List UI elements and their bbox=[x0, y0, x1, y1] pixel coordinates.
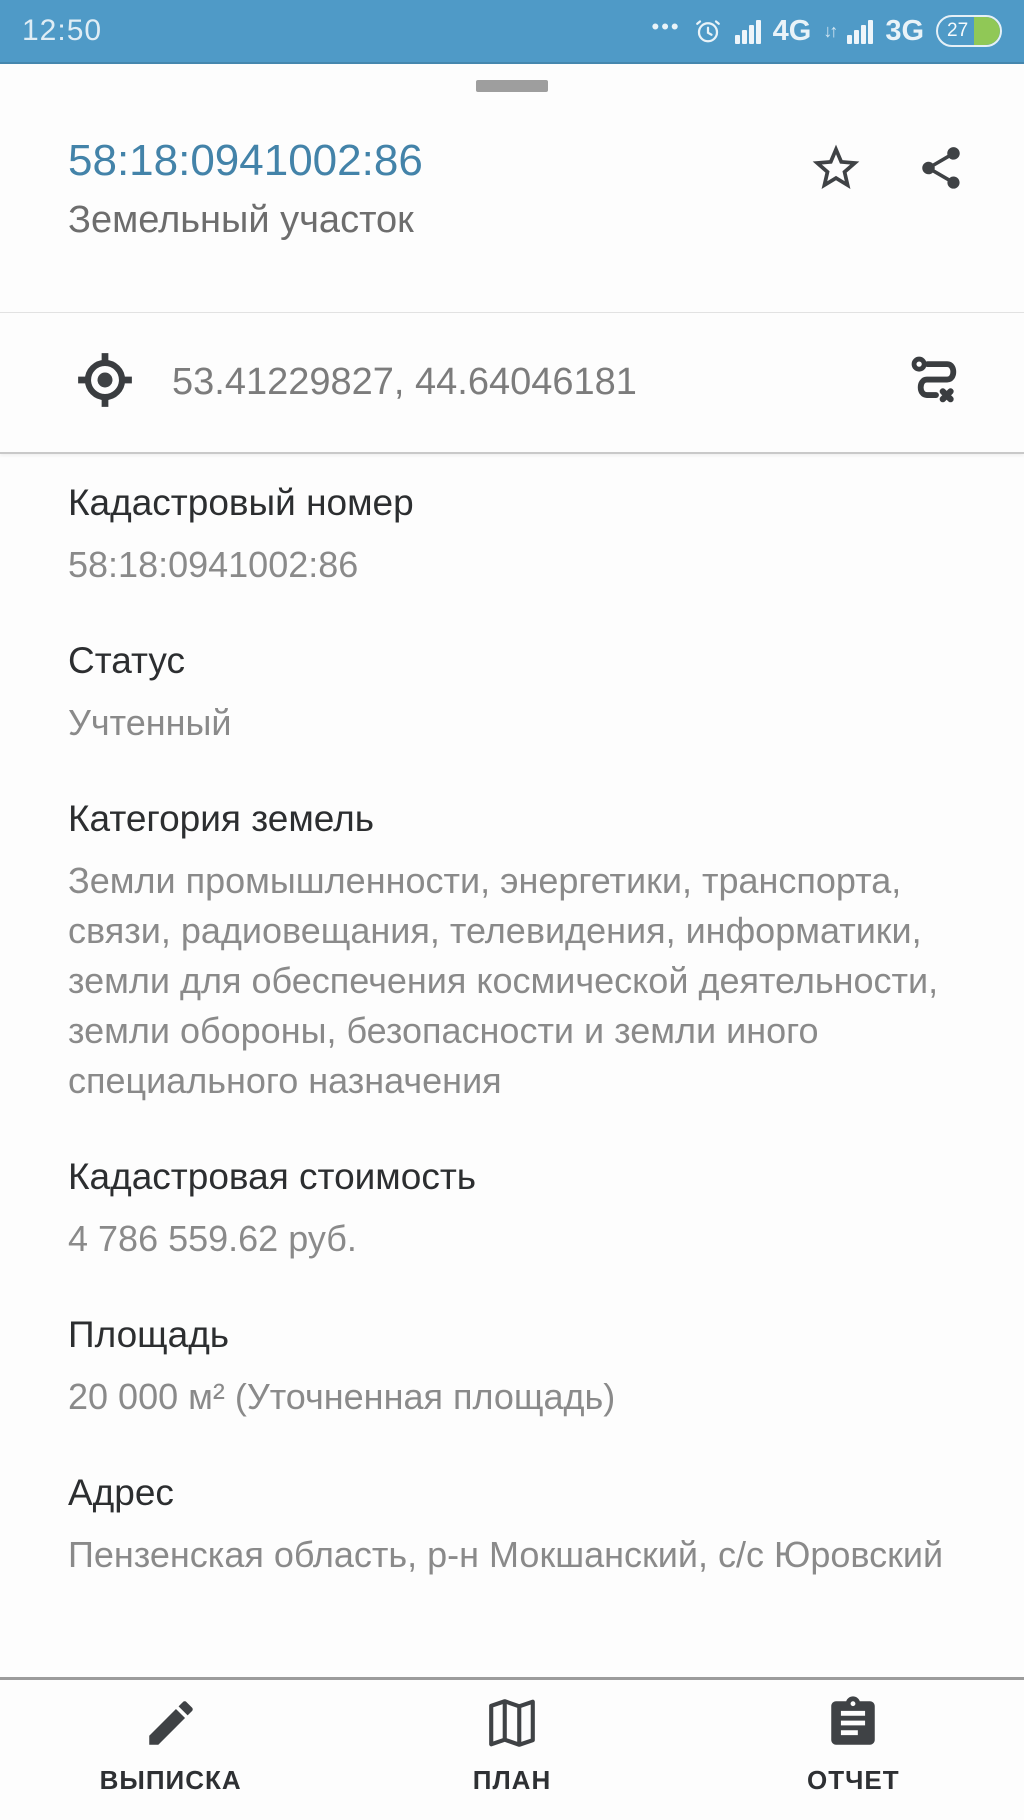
battery-icon bbox=[936, 15, 1002, 47]
battery-fill bbox=[974, 17, 1000, 45]
battery-percent: 27 bbox=[947, 20, 969, 41]
alarm-clock-icon bbox=[693, 16, 723, 46]
section-value-land-category: Земли промышленности, энергетики, транспорта, связи, радиовещания, телевидения, информатики, земли для обеспечения космической деятельности, земли обороны, безопасности и земли иного специального назначения bbox=[68, 859, 939, 1101]
status-bar-right bbox=[652, 15, 1002, 48]
header-actions bbox=[808, 140, 966, 196]
coordinates-value: 53.41229827, 44.64046181 bbox=[172, 360, 637, 403]
section-label-area: Площадь bbox=[68, 1313, 230, 1355]
data-transfer-arrows-icon: ↓↑ bbox=[823, 20, 836, 41]
cadastral-number-link[interactable]: 58:18:0941002:86 bbox=[68, 136, 423, 185]
section-value-cadastral-value: 4 786 559.62 руб. bbox=[68, 1217, 357, 1259]
signal-bars-icon bbox=[735, 18, 761, 44]
pencil-icon bbox=[142, 1694, 200, 1755]
map-icon bbox=[483, 1694, 541, 1755]
nav-label: ПЛАН bbox=[472, 1765, 552, 1795]
share-icon bbox=[916, 181, 966, 196]
route-cancel-button[interactable] bbox=[908, 353, 966, 411]
status-bar bbox=[0, 0, 1024, 64]
clipboard-icon bbox=[824, 1694, 882, 1755]
coordinates-row[interactable] bbox=[0, 312, 1024, 454]
parcel-type-label: Земельный участок bbox=[68, 198, 414, 241]
parcel-title-block bbox=[68, 136, 423, 242]
network-type-label-2: 3G bbox=[885, 14, 924, 47]
route-cancel-icon bbox=[908, 399, 966, 414]
gps-target-icon bbox=[74, 349, 136, 416]
section-label-cadastral-value: Кадастровая стоимость bbox=[68, 1155, 477, 1197]
favorite-button[interactable] bbox=[808, 140, 864, 196]
nav-item-vypiska[interactable] bbox=[0, 1680, 341, 1820]
section-value-cadastral-number: 58:18:0941002:86 bbox=[68, 543, 359, 585]
star-outline-icon bbox=[808, 184, 864, 199]
signal-bars-icon-2 bbox=[847, 18, 873, 44]
section-label-cadastral-number: Кадастровый номер bbox=[68, 481, 414, 523]
section-value-status: Учтенный bbox=[68, 701, 232, 743]
nav-item-plan[interactable] bbox=[341, 1680, 682, 1820]
section-label-land-category: Категория земель bbox=[68, 797, 375, 839]
section-value-area: 20 000 м² (Уточненная площадь) bbox=[68, 1375, 616, 1417]
bottom-nav bbox=[0, 1677, 1024, 1820]
more-dots-icon: ••• bbox=[651, 14, 681, 39]
nav-item-otchet[interactable] bbox=[683, 1680, 1024, 1820]
section-label-status: Статус bbox=[68, 639, 185, 681]
parcel-header bbox=[68, 136, 966, 242]
clock-time: 12:50 bbox=[22, 14, 103, 47]
share-button[interactable] bbox=[916, 143, 966, 193]
section-label-address: Адрес bbox=[68, 1471, 174, 1513]
network-type-label: 4G bbox=[772, 14, 812, 47]
section-value-address: Пензенская область, р-н Мокшанский, с/с Юровский bbox=[68, 1533, 944, 1575]
nav-label: ОТЧЕТ bbox=[807, 1765, 900, 1795]
nav-label: ВЫПИСКА bbox=[99, 1765, 242, 1795]
parcel-details bbox=[0, 480, 1024, 1580]
sheet-drag-handle[interactable] bbox=[476, 80, 548, 92]
